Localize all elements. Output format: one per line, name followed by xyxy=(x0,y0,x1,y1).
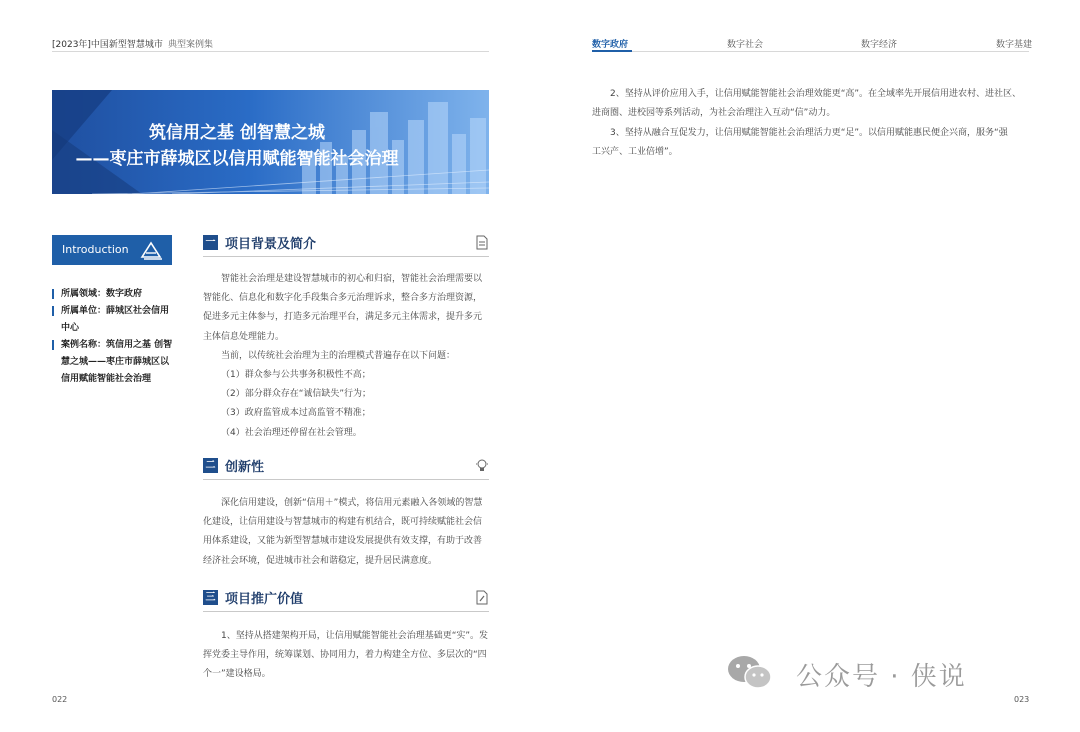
section1-title: 项目背景及简介 xyxy=(225,237,317,252)
section1-number: 一 xyxy=(203,235,218,250)
meta-unit: 所属单位：薛城区社会信用 中心 xyxy=(52,303,177,337)
nav-digital-infra[interactable]: 数字基建 xyxy=(996,40,1033,50)
right-paragraph-2: 2、坚持从评价应用入手，让信用赋能智能社会治理效能更“高”。在全域率先开展信用进农村、进社区、 进商圈、进校园等系列活动，为社会治理注入互动“信”动力。 xyxy=(592,89,1022,119)
page-number-left: 022 xyxy=(52,695,68,704)
meta-field: 所属领域：数字政府 xyxy=(52,286,177,303)
section1-paragraph: 智能社会治理是建设智慧城市的初心和归宿，智能社会治理需要以 智能化、信息化和数字化手段集合多元治理诉求，整合多方治理资源， 促进多元主体参与，打造多元治理平台，满足多元主体需求，提升多元 主体信息处理能力。 当前，以传统社会治理为主的治理模式普遍存在以下问题： xyxy=(203,274,483,361)
lightbulb-icon xyxy=(476,458,488,473)
section3-rule xyxy=(203,611,489,612)
document-stack-icon xyxy=(138,239,164,261)
nav-digital-gov[interactable]: 数字政府 xyxy=(592,40,629,50)
document-icon xyxy=(476,235,488,250)
meta-case-name: 案例名称：筑信用之基 创智 慧之城——枣庄市薛城区以 信用赋能智能社会治理 xyxy=(52,337,177,388)
nav-digital-society[interactable]: 数字社会 xyxy=(727,40,764,50)
section2-number: 二 xyxy=(203,458,218,473)
list-item: （1）群众参与公共事务积极性不高； xyxy=(221,370,371,380)
banner xyxy=(52,90,489,194)
section1-issue-list xyxy=(221,366,371,443)
nav-active-underline xyxy=(592,50,632,52)
introduction-tab xyxy=(52,235,172,265)
list-item: （3）政府监管成本过高监管不精准； xyxy=(221,408,371,419)
list-item: （2）部分群众存在“诚信缺失”行为； xyxy=(221,389,372,400)
introduction-label: Introduction xyxy=(62,243,129,256)
nav-digital-economy[interactable]: 数字经济 xyxy=(861,40,898,50)
section2-paragraph: 深化信用建设，创新“信用＋”模式，将信用元素融入各领域的智慧 化建设，让信用建设与智慧城市的构建有机结合，既可持续赋能社会信 用体系建设，又能为新型智慧城市建设发展提供有效支撑，有助于改善 经济社会环境，促进城市社会和谐稳定，提升居民满意度。 xyxy=(203,498,483,566)
section3-number: 三 xyxy=(203,590,218,605)
page-number-right: 023 xyxy=(1014,695,1030,704)
document-edit-icon xyxy=(476,590,488,605)
section3-title: 项目推广价值 xyxy=(225,592,304,607)
section3-paragraph: 1、坚持从搭建架构开局，让信用赋能智能社会治理基础更“实”。发 挥党委主导作用，统筹谋划、协同用力，着力构建全方位、多层次的“四 个一”建设格局。 xyxy=(203,631,489,680)
section-label: 典型案例集 xyxy=(168,40,214,50)
section2-title: 创新性 xyxy=(225,460,265,475)
list-item: （4）社会治理还停留在社会管理。 xyxy=(221,427,362,438)
banner-title-line1: 筑信用之基 创智慧之城 xyxy=(149,123,325,143)
header-rule-left xyxy=(52,51,489,52)
header-rule-right xyxy=(592,51,1029,52)
right-paragraph-3: 3、坚持从融合互促发力，让信用赋能智能社会治理活力更“足”。以信用赋能惠民便企兴商，服务“强 工兴产、工业倍增”。 xyxy=(592,128,1008,158)
section1-rule xyxy=(203,256,489,257)
banner-title-line2: ——枣庄市薛城区以信用赋能智能社会治理 xyxy=(75,149,399,169)
book-title: [2023年]中国新型智慧城市 xyxy=(52,40,163,50)
section2-rule xyxy=(203,479,489,480)
wechat-logo-icon xyxy=(726,652,774,692)
watermark-text: 公众号 · 侠说 xyxy=(796,662,967,692)
